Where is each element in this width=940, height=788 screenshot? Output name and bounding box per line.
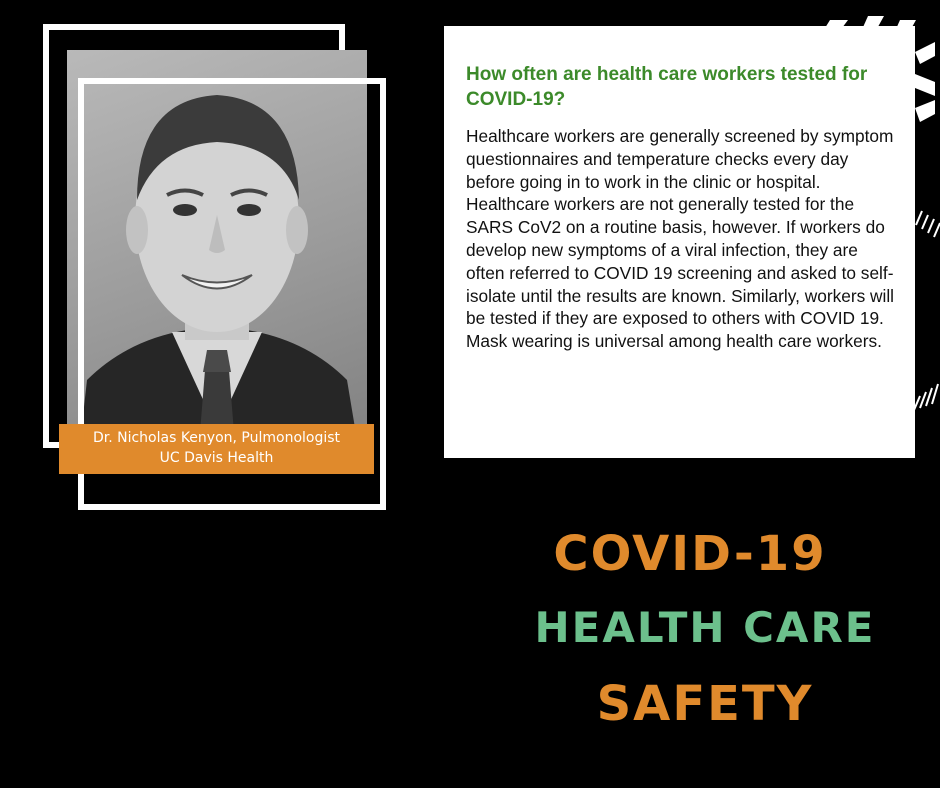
faq-answer: Healthcare workers are generally screened by symptom questionnaires and temperature checks every day before going in to work in the clinic or hospital. Healthcare workers are not generally tested for the SARS CoV2 on a routine basis, however. If workers do develop new symptoms of a viral infection, they are often referred to COVID 19 screening and asked to self-isolate until the results are known. Similarly, workers will be tested if they are exposed to others with COVID 19. Mask wearing is universal among health care workers. xyxy=(466,126,895,352)
headline-health-care: HEALTH CARE xyxy=(534,603,876,652)
headline-safety: SAFETY xyxy=(596,676,814,732)
caption-name: Dr. Nicholas Kenyon, Pulmonologist xyxy=(92,430,341,446)
headline-covid: COVID-19 xyxy=(553,526,827,582)
decorative-stripes-lower xyxy=(912,382,940,412)
photo-caption xyxy=(59,424,374,474)
decorative-chevrons xyxy=(820,12,935,132)
decorative-stripes-upper xyxy=(914,205,940,241)
faq-question: How often are health care workers tested for COVID-19? xyxy=(466,64,868,110)
caption-organization: UC Davis Health xyxy=(159,450,274,466)
